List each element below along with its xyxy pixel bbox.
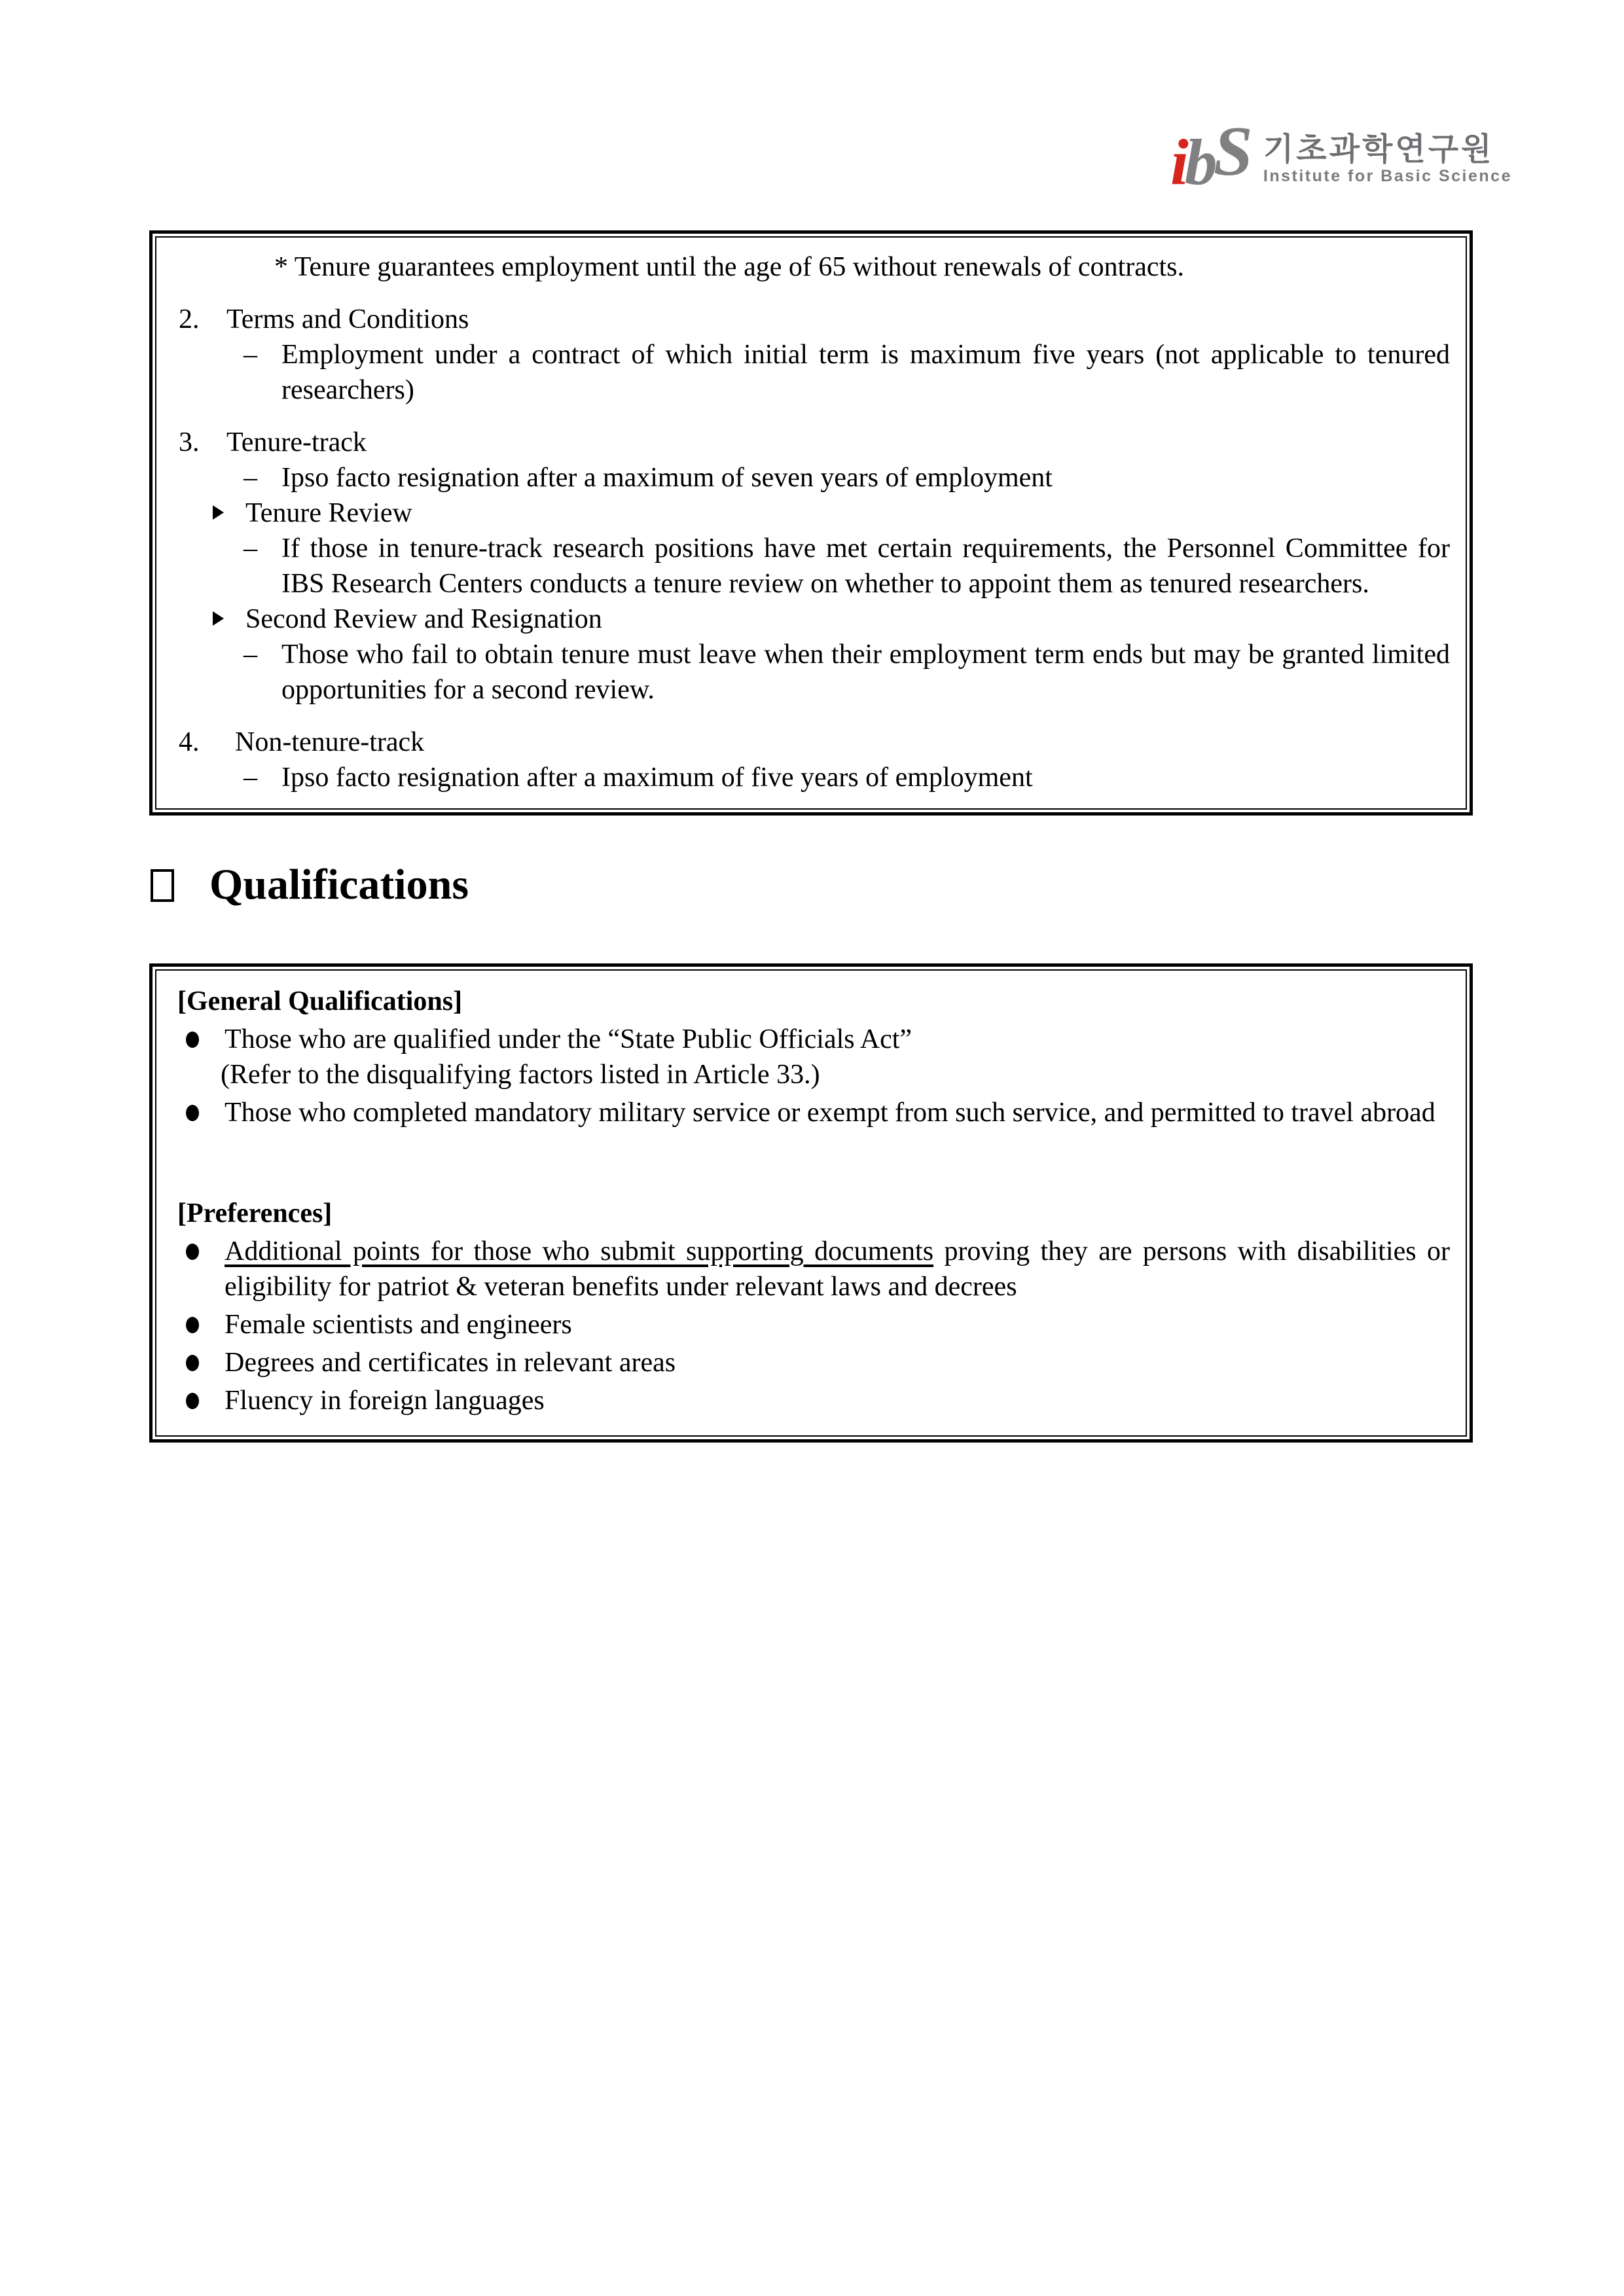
tenure-note: * Tenure guarantees employment until the age of 65 without renewals of contracts. [274,252,1185,282]
sub-section-title: Tenure Review [245,498,412,528]
bullet-item [186,1383,1450,1418]
section-title: Non-tenure-track [235,727,425,757]
section-number: 3. [179,427,200,457]
list-item-text: Ipso facto resignation after a maximum of five years of employment [281,762,1033,793]
qualifications-box [149,963,1473,1443]
sub-section-second-review [213,601,1450,637]
sub-section-tenure-review [213,495,1450,531]
circle-bullet-icon [186,1345,225,1380]
bullet-item-text: Fluency in foreign languages [225,1386,545,1416]
tenure-terms-box-inner [155,236,1467,810]
ibs-logomark-icon [1170,113,1249,198]
bullet-item-text: Female scientists and engineers [225,1310,572,1340]
logo-letter-b: b [1184,126,1214,198]
bullet-item-note: (Refer to the disqualifying factors listed in Article 33.) [221,1060,820,1090]
preferences-title: [Preferences] [177,1198,333,1229]
bullet-item-text: Those who completed mandatory military service or exempt from such service, and permitted to travel abroad [225,1098,1435,1128]
circle-bullet-icon [186,1022,225,1057]
ibs-logo [1170,113,1512,198]
dash-bullet: – [244,533,257,564]
section-heading-row [179,425,1450,460]
circle-bullet-icon [186,1307,225,1342]
section-heading-row [179,302,1450,337]
triangle-bullet-icon [213,495,245,531]
underlined-text: Additional points for those who submit supporting documents [225,1236,934,1266]
list-item [244,531,1450,601]
list-item [244,460,1450,495]
list-item [244,337,1450,408]
dash-bullet: – [244,463,257,493]
section-non-tenure-track [162,725,1450,795]
tenure-terms-box [149,230,1473,816]
bullet-item-text: Degrees and certificates in relevant areas [225,1348,676,1378]
section-title: Tenure-track [226,427,367,457]
bullet-item [186,1022,1450,1057]
circle-bullet-icon [186,1383,225,1418]
qualifications-heading-text: Qualifications [209,861,469,908]
section-terms-and-conditions [162,302,1450,408]
list-item [244,637,1450,708]
bullet-item [186,1234,1450,1304]
logo-english-name: Institute for Basic Science [1263,167,1512,185]
general-qualifications-title: [General Qualifications] [177,986,463,1016]
bullet-item-text-rest: proving they are persons with disabilities or eligibility for patriot & veteran benefits under relevant laws and decrees [225,1236,1450,1302]
list-item-text: Those who fail to obtain tenure must leave when their employment term ends but may be granted limited opportunities for a second review. [281,639,1450,705]
blank-line-spacer [162,1130,1450,1196]
logo-korean-name: 기초과학연구원 [1263,132,1494,167]
list-item-text: If those in tenure-track research positions have met certain requirements, the Personnel Committee for IBS Research Centers conducts a tenure review on whether to appoint them as tenured researchers. [281,533,1450,599]
square-bullet-icon [151,869,174,902]
section-tenure-track [162,425,1450,708]
section-number: 2. [179,304,200,334]
bullet-item [186,1307,1450,1342]
list-item-text: Employment under a contract of which initial term is maximum five years (not applicable to tenured researchers) [281,340,1450,405]
sub-section-title: Second Review and Resignation [245,604,602,634]
qualifications-heading [151,861,469,908]
section-heading-row [179,725,1450,760]
bullet-item-text: Those who are qualified under the “State Public Officials Act” [225,1024,912,1054]
dash-bullet: – [244,639,257,670]
list-item [244,760,1450,795]
circle-bullet-icon [186,1234,225,1304]
qualifications-box-inner [155,969,1467,1437]
dash-bullet: – [244,762,257,793]
logo-letter-s: S [1213,113,1249,190]
bullet-item [186,1095,1450,1130]
section-title: Terms and Conditions [226,304,469,334]
logo-letter-i: i [1170,126,1185,198]
bullet-item-text [225,1234,1450,1304]
list-item-text: Ipso facto resignation after a maximum of seven years of employment [281,463,1053,493]
circle-bullet-icon [186,1095,225,1130]
logo-text-block [1263,126,1512,186]
bullet-item [186,1345,1450,1380]
section-number: 4. [179,727,200,757]
triangle-bullet-icon [213,601,245,637]
dash-bullet: – [244,340,257,370]
